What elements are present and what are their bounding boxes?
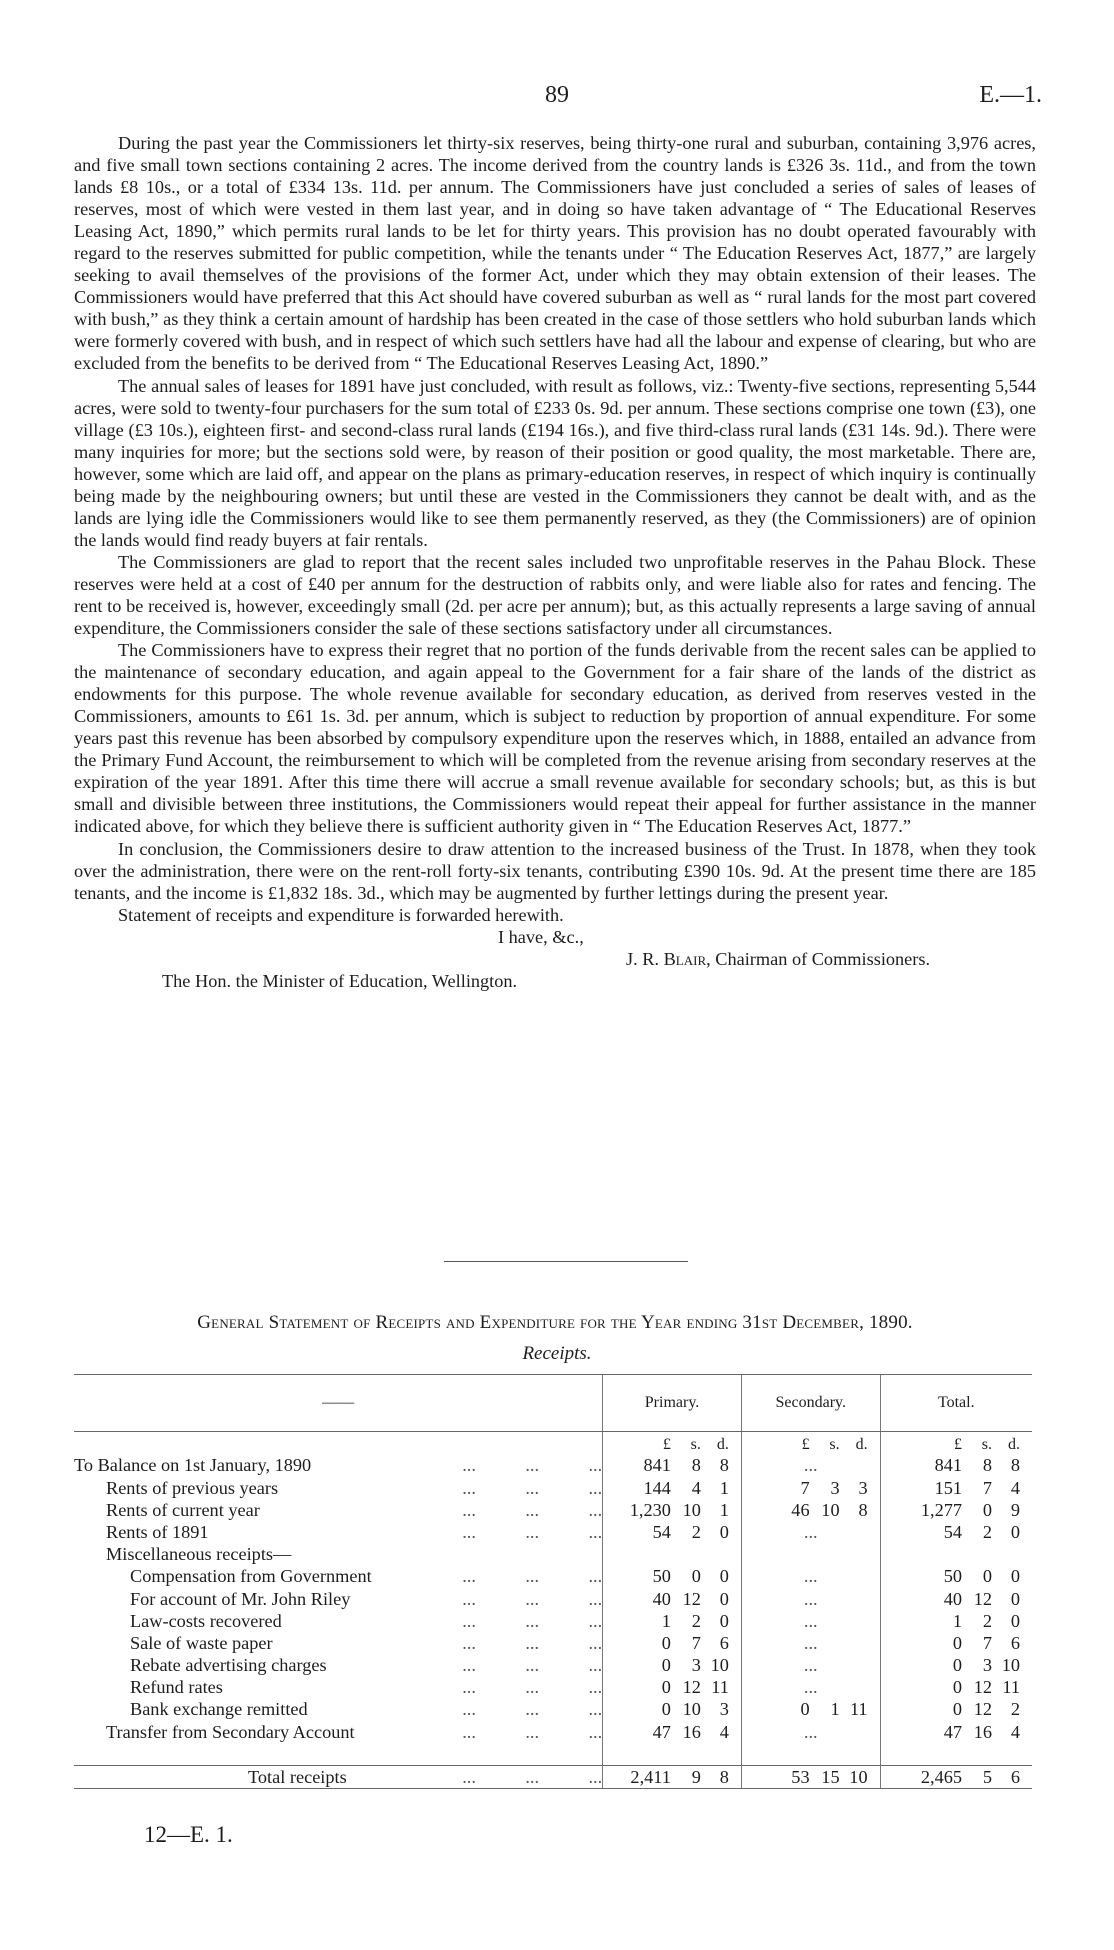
paragraph-pahau-block: The Commissioners are glad to report that the recent sales included two unprofitable reserves in the Pahau Block. These reserves were held at a cost of £40 per annum for the destruction of rabbits only, and were liable also for rates and fencing. The rent to be received is, however, exceedingly small (2d. per acre per annum); but, as this actually represents a large saving of annual expenditure, the Commissioners consider the sale of these sections satisfactory under all circumstances. (74, 551, 1036, 639)
primary-pence: 0 (719, 1610, 729, 1631)
paragraph-annual-sales: The annual sales of leases for 1891 have just concluded, with result as follows, viz.: Twenty-five sections, representing 5,544 acres, were sold to twenty-four purchasers for the sum total of £233 0s. 9d. per annum. These sections comprise one town (£3), one village (£3 10s.), eighteen first- and second-class rural lands (£194 16s.), and five third-class rural lands (£31 14s. 9d.). There were many inquiries for more; but the sections sold were, by reason of their position or good quality, the most marketable. There are, however, some which are laid off, and appear on the plans as primary-education reserves, in respect of which inquiry is continually being made by the neighbouring owners; but until these are vested in the Commissioners they cannot be dealt with, and as the lands are lying idle the Commissioners would like to see them permanently reserved, as they (the Commissioners) are of opinion the lands would find ready buyers at fair rentals. (74, 375, 1036, 550)
total-shillings: 3 (982, 1655, 992, 1676)
table-row: Refund rates ... ... ... 0 12 11 ... 0 12 11 (74, 1676, 1032, 1698)
secondary-empty: ... (803, 1566, 818, 1587)
secondary-empty: ... (803, 1455, 818, 1476)
total-shillings: 2 (982, 1610, 992, 1631)
total-pence: 0 (1010, 1566, 1020, 1587)
secondary-empty: ... (803, 1632, 818, 1653)
total-pounds: 0 (952, 1655, 962, 1676)
secondary-shillings: 1 (830, 1699, 840, 1720)
section-divider (444, 1261, 688, 1262)
total-pounds: 151 (934, 1477, 962, 1498)
primary-pounds: 0 (661, 1655, 671, 1676)
row-label: Rents of current year (106, 1499, 260, 1520)
row-label: Rebate advertising charges (130, 1655, 327, 1676)
total-pounds: 47 (943, 1721, 962, 1742)
total-shillings: 2 (982, 1521, 992, 1542)
total-pence: 2 (1010, 1699, 1020, 1720)
paragraph-conclusion: In conclusion, the Commissioners desire to draw attention to the increased business of the Trust. In 1878, when they took over the administration, there were on the rent-roll forty-six tenants, contributing £390 10s. 9d. At the present time there are 185 tenants, and the income is £1,832 18s. 3d., which may be augmented by further lettings during the present year. (74, 838, 1036, 903)
row-label: Compensation from Government (130, 1566, 372, 1587)
salutation: I have, &c., (498, 926, 584, 947)
secondary-empty: ... (803, 1521, 818, 1542)
statement-subtitle: Receipts. (522, 1343, 592, 1364)
statement-forwarded-line: Statement of receipts and expenditure is forwarded herewith. (118, 904, 564, 925)
unit-shilling: s. (690, 1436, 701, 1454)
row-label: Refund rates (130, 1677, 223, 1698)
primary-pence: 0 (719, 1588, 729, 1609)
total-primary-shillings: 9 (691, 1767, 701, 1787)
primary-pence: 1 (719, 1499, 729, 1520)
primary-pence: 11 (711, 1677, 729, 1698)
secondary-empty: ... (803, 1655, 818, 1676)
primary-pounds: 47 (652, 1721, 671, 1742)
total-pounds: 0 (952, 1699, 962, 1720)
row-label: To Balance on 1st January, 1890 (74, 1455, 312, 1476)
total-shillings: 16 (973, 1721, 992, 1742)
total-pounds: 54 (943, 1521, 962, 1542)
primary-shillings: 8 (691, 1455, 701, 1476)
primary-pence: 8 (719, 1455, 729, 1476)
table-row: Rents of 1891 ... ... ... 54 2 0 ... 54 2 0 (74, 1521, 1032, 1543)
total-primary-pounds: 2,411 (630, 1767, 671, 1787)
secondary-pounds: 7 (800, 1477, 810, 1498)
total-secondary-pence: 10 (849, 1767, 868, 1787)
total-shillings: 7 (982, 1477, 992, 1498)
total-pence: 4 (1010, 1477, 1020, 1498)
unit-shilling: s. (981, 1436, 992, 1454)
total-secondary-shillings: 15 (821, 1767, 840, 1787)
table-row: Bank exchange remitted ... ... ... 0 10 3 0 1 11 0 12 2 (74, 1698, 1032, 1720)
total-pounds: 0 (952, 1677, 962, 1698)
unit-pound: £ (801, 1436, 810, 1454)
report-body (74, 132, 1036, 992)
primary-pence: 6 (719, 1632, 729, 1653)
primary-pounds: 841 (643, 1455, 671, 1476)
primary-pounds: 0 (661, 1677, 671, 1698)
total-shillings: 12 (973, 1588, 992, 1609)
table-row: Rents of current year ... ... ... 1,230 10 1 46 10 8 1,277 0 9 (74, 1499, 1032, 1521)
primary-pounds: 54 (652, 1521, 671, 1542)
row-label: Transfer from Secondary Account (106, 1721, 355, 1742)
primary-pence: 4 (719, 1721, 729, 1742)
row-label: Rents of previous years (106, 1477, 279, 1498)
secondary-shillings: 10 (821, 1499, 840, 1520)
signature (74, 948, 1036, 970)
unit-shilling: s. (829, 1436, 840, 1454)
primary-pounds: 50 (652, 1566, 671, 1587)
unit-pence: d. (1008, 1436, 1020, 1454)
paragraph-reserves-let: During the past year the Commissioners let thirty-six reserves, being thirty-one rural and suburban, containing 3,976 acres, and five small town sections containing 2 acres. The income derived from the country lands is £326 3s. 11d., and from the town lands £8 10s., or a total of £334 13s. 11d. per annum. The Commissioners have just concluded a series of sales of leases of reserves, most of which were vested in them last year, and in doing so have taken advantage of “ The Educational Reserves Leasing Act, 1890,” which permits rural lands to be let for thirty years. This provision has no doubt operated favourably with regard to the reserves submitted for public competition, while the tenants under “ The Education Reserves Act, 1877,” are largely seeking to avail themselves of the provisions of the former Act, under which they may obtain extension of their leases. The Commissioners would have preferred that this Act should have covered suburban as well as “ rural lands for the most part covered with bush,” as they think a certain amount of hardship has been created in the case of those settlers who hold suburban lands which were formerly covered with bush, and in respect of which such settlers have had all the labour and expense of clearing, but who are excluded from the benefits to be derived from “ The Educational Reserves Leasing Act, 1890.” (74, 133, 1036, 374)
table-row: Compensation from Government ... ... ... 50 0 0 ... 50 0 0 (74, 1565, 1032, 1587)
total-pounds: 40 (943, 1588, 962, 1609)
total-pence: 9 (1010, 1499, 1020, 1520)
row-label: For account of Mr. John Riley (130, 1588, 351, 1609)
total-pounds: 50 (943, 1566, 962, 1587)
header-primary: Primary. (603, 1375, 742, 1432)
primary-shillings: 12 (682, 1677, 701, 1698)
primary-pounds: 1,230 (629, 1499, 671, 1520)
secondary-pence: 3 (858, 1477, 868, 1498)
primary-shillings: 12 (682, 1588, 701, 1609)
secondary-pounds: 0 (800, 1699, 810, 1720)
table-row: For account of Mr. John Riley ... ... ... 40 12 0 ... 40 12 0 (74, 1587, 1032, 1609)
receipts-table (74, 1374, 1032, 1789)
row-label: Miscellaneous receipts— (106, 1544, 292, 1565)
addressee: The Hon. the Minister of Education, Wellington. (162, 970, 518, 991)
table-row: Transfer from Secondary Account ... ... ... 47 16 4 ... 47 16 4 (74, 1720, 1032, 1742)
signature-initials: J. R. (626, 948, 660, 969)
primary-shillings: 2 (691, 1521, 701, 1542)
primary-pounds: 1 (661, 1610, 671, 1631)
primary-pounds: 144 (643, 1477, 671, 1498)
primary-pence: 0 (719, 1521, 729, 1542)
header-total: Total. (880, 1375, 1032, 1432)
row-label: Bank exchange remitted (130, 1699, 308, 1720)
total-pence: 0 (1010, 1588, 1020, 1609)
total-pence: 4 (1010, 1721, 1020, 1742)
statement-title: General Statement of Receipts and Expenditure for the Year ending 31st December, 1890. (197, 1312, 913, 1333)
paragraph-secondary-education: The Commissioners have to express their regret that no portion of the funds derivable from the recent sales can be applied to the maintenance of secondary education, and again appeal to the Government for a fair share of the lands of the district as endowments for this purpose. The whole revenue available for secondary education, as derived from reserves vested in the Commissioners, amounts to £61 1s. 3d. per annum, which is subject to reduction by proportion of annual expenditure. For some years past this revenue has been absorbed by compulsory expenditure upon the reserves which, in 1888, entailed an advance from the Primary Fund Account, the reimbursement to which will be completed from the revenue arising from secondary reserves at the expiration of the year 1891. After this time there will accrue a small revenue available for secondary schools; but, as this is but small and divisible between three institutions, the Commissioners would repeat their appeal for further assistance in the manner indicated above, for which they believe there is sufficient authority given in “ The Education Reserves Act, 1877.” (74, 640, 1036, 837)
secondary-pounds: 46 (791, 1499, 810, 1520)
total-shillings: 7 (982, 1632, 992, 1653)
secondary-empty: ... (803, 1721, 818, 1742)
total-shillings: 12 (973, 1699, 992, 1720)
total-total-pence: 6 (1010, 1767, 1020, 1787)
total-pounds: 841 (934, 1455, 962, 1476)
header-description: —— (74, 1375, 603, 1432)
primary-pence: 3 (719, 1699, 729, 1720)
primary-shillings: 16 (682, 1721, 701, 1742)
total-shillings: 0 (982, 1566, 992, 1587)
page-number: 89 (545, 82, 569, 108)
signature-title: , Chairman of Commissioners. (706, 948, 931, 969)
total-pounds: 1 (952, 1610, 962, 1631)
unit-pence: d. (855, 1436, 868, 1454)
primary-shillings: 0 (691, 1566, 701, 1587)
primary-shillings: 10 (682, 1699, 701, 1720)
signature-name: Blair (663, 948, 707, 969)
primary-shillings: 4 (691, 1477, 701, 1498)
table-row: Rebate advertising charges ... ... ... 0 3 10 ... 0 3 10 (74, 1654, 1032, 1676)
secondary-shillings: 3 (830, 1477, 840, 1498)
secondary-pence: 11 (849, 1699, 868, 1720)
table-body (74, 1432, 1032, 1743)
secondary-empty: ... (803, 1610, 818, 1631)
row-label: Rents of 1891 (106, 1521, 209, 1542)
primary-pence: 1 (719, 1477, 729, 1498)
total-primary-pence: 8 (719, 1767, 729, 1787)
total-pence: 0 (1010, 1610, 1020, 1631)
page-reference: E.—1. (979, 82, 1042, 108)
total-total-shillings: 5 (982, 1767, 992, 1787)
total-label: Total receipts (248, 1767, 347, 1787)
primary-pence: 0 (719, 1566, 729, 1587)
primary-pence: 10 (710, 1655, 729, 1676)
total-pounds: 0 (952, 1632, 962, 1653)
primary-pounds: 40 (652, 1588, 671, 1609)
primary-pounds: 0 (661, 1699, 671, 1720)
total-pence: 8 (1010, 1455, 1020, 1476)
secondary-empty: ... (803, 1677, 818, 1698)
unit-pound: £ (954, 1436, 962, 1454)
total-pounds: 1,277 (920, 1499, 962, 1520)
total-pence: 0 (1010, 1521, 1020, 1542)
total-pence: 10 (1001, 1655, 1020, 1676)
table-row: Sale of waste paper ... ... ... 0 7 6 ... 0 7 6 (74, 1632, 1032, 1654)
printer-signature-mark: 12—E. 1. (144, 1822, 233, 1847)
primary-pounds: 0 (661, 1632, 671, 1653)
total-shillings: 0 (982, 1499, 992, 1520)
total-secondary-pounds: 53 (791, 1767, 810, 1787)
table-row: To Balance on 1st January, 1890 ... ... ... 841 8 8 ... 841 8 8 (74, 1454, 1032, 1476)
table-row (74, 1543, 1032, 1565)
total-total-pounds: 2,465 (920, 1767, 962, 1787)
secondary-empty: ... (803, 1588, 818, 1609)
row-label: Law-costs recovered (130, 1610, 282, 1631)
unit-pound: £ (662, 1436, 671, 1454)
primary-shillings: 7 (691, 1632, 701, 1653)
total-shillings: 12 (973, 1677, 992, 1698)
total-pence: 11 (1002, 1677, 1020, 1698)
total-row: Total receipts ... ... ... 2,411 9 8 53 15 10 2,465 5 6 (74, 1765, 1032, 1788)
total-shillings: 8 (982, 1455, 992, 1476)
table-row: Rents of previous years ... ... ... 144 4 1 7 3 3 151 7 4 (74, 1476, 1032, 1498)
total-pence: 6 (1010, 1632, 1020, 1653)
primary-shillings: 10 (682, 1499, 701, 1520)
primary-shillings: 2 (691, 1610, 701, 1631)
table-row: Law-costs recovered ... ... ... 1 2 0 ... 1 2 0 (74, 1610, 1032, 1632)
row-label: Sale of waste paper (130, 1632, 273, 1653)
unit-pence: d. (716, 1436, 729, 1454)
header-secondary: Secondary. (741, 1375, 880, 1432)
secondary-pence: 8 (858, 1499, 868, 1520)
table-header-row (74, 1375, 1032, 1432)
primary-shillings: 3 (691, 1655, 701, 1676)
unit-row (74, 1432, 1032, 1455)
